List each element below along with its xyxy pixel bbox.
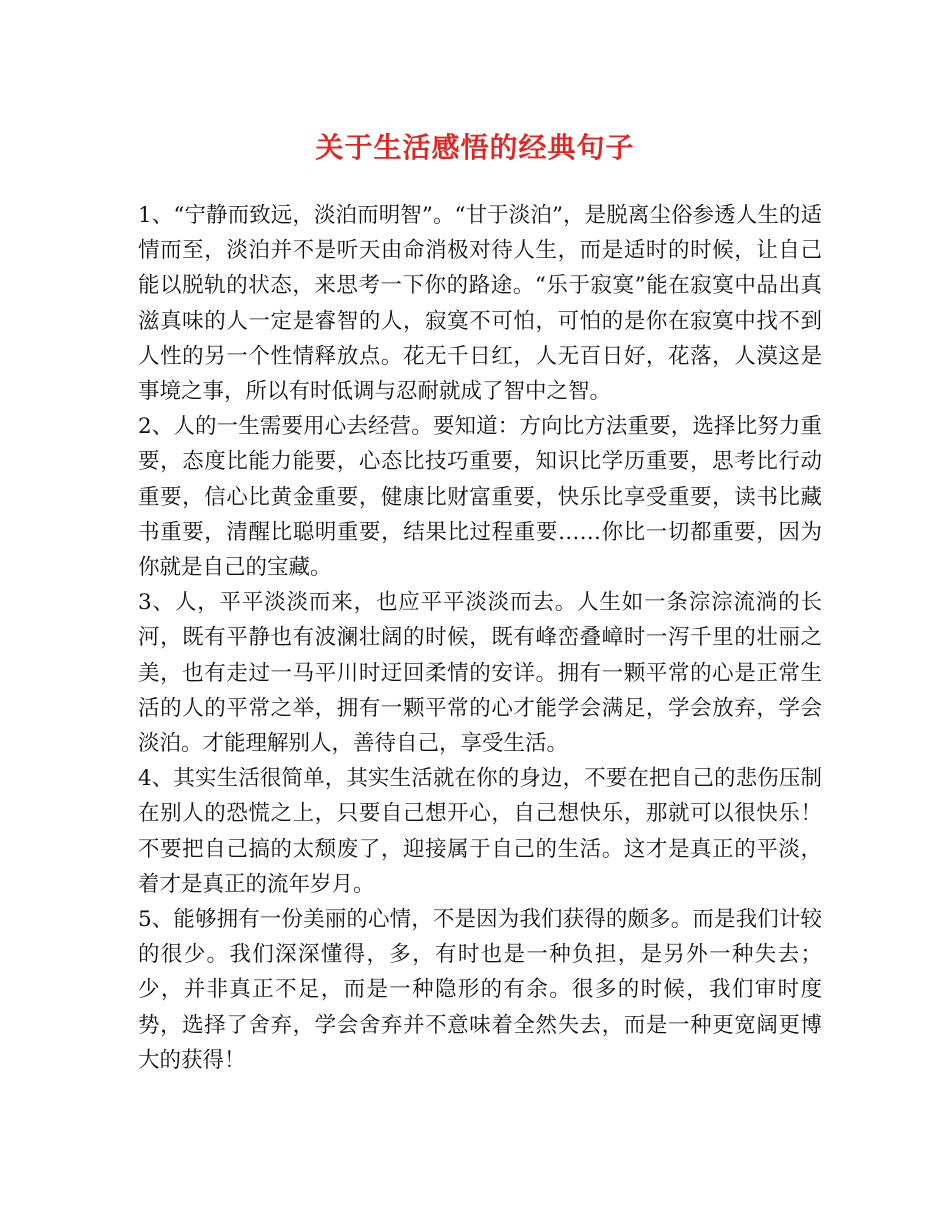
paragraph-4: 4、其实生活很简单，其实生活就在你的身边，不要在把自己的悲伤压制在别人的恐慌之上，只要自己想开心，自己想快乐，那就可以很快乐！不要把自己搞的太颓废了，迎接属于自己的生活。这才是真正的平淡，着才是真正的流年岁月。 xyxy=(138,766,822,897)
paragraph-3: 3、人，平平淡淡而来，也应平平淡淡而去。人生如一条淙淙流淌的长河，既有平静也有波澜壮阔的时候，既有峰峦叠嶂时一泻千里的壮丽之美，也有走过一马平川时迂回柔情的安详。拥有一颗平常的心是正常生活的人的平常之举，拥有一颗平常的心才能学会满足，学会放弃，学会淡泊。才能理解别人，善待自己，享受生活。 xyxy=(138,590,822,757)
paragraph-1: 1、“宁静而致远，淡泊而明智”。“甘于淡泊”，是脱离尘俗参透人生的适情而至，淡泊并不是听天由命消极对待人生，而是适时的时候，让自己能以脱轨的状态，来思考一下你的路途。“乐于寂寞”能在寂寞中品出真滋真味的人一定是睿智的人，寂寞不可怕，可怕的是你在寂寞中找不到人性的另一个性情释放点。花无千日红，人无百日好，花落，人漠这是事境之事，所以有时低调与忍耐就成了智中之智。 xyxy=(138,203,822,405)
document-body xyxy=(138,198,822,1078)
document-title: 关于生活感悟的经典句子 xyxy=(315,131,635,164)
paragraph-5: 5、能够拥有一份美丽的心情，不是因为我们获得的颇多。而是我们计较的很少。我们深深懂得，多，有时也是一种负担，是另外一种失去；少，并非真正不足，而是一种隐形的有余。很多的时候，我们审时度势，选择了舍弃，学会舍弃并不意味着全然失去，而是一种更宽阔更博大的获得！ xyxy=(138,907,822,1073)
paragraph-2: 2、人的一生需要用心去经营。要知道：方向比方法重要，选择比努力重要，态度比能力能要，心态比技巧重要，知识比学历重要，思考比行动重要，信心比黄金重要，健康比财富重要，快乐比享受重要，读书比藏书重要，清醒比聪明重要，结果比过程重要……你比一切都重要，因为你就是自己的宝藏。 xyxy=(138,414,822,581)
